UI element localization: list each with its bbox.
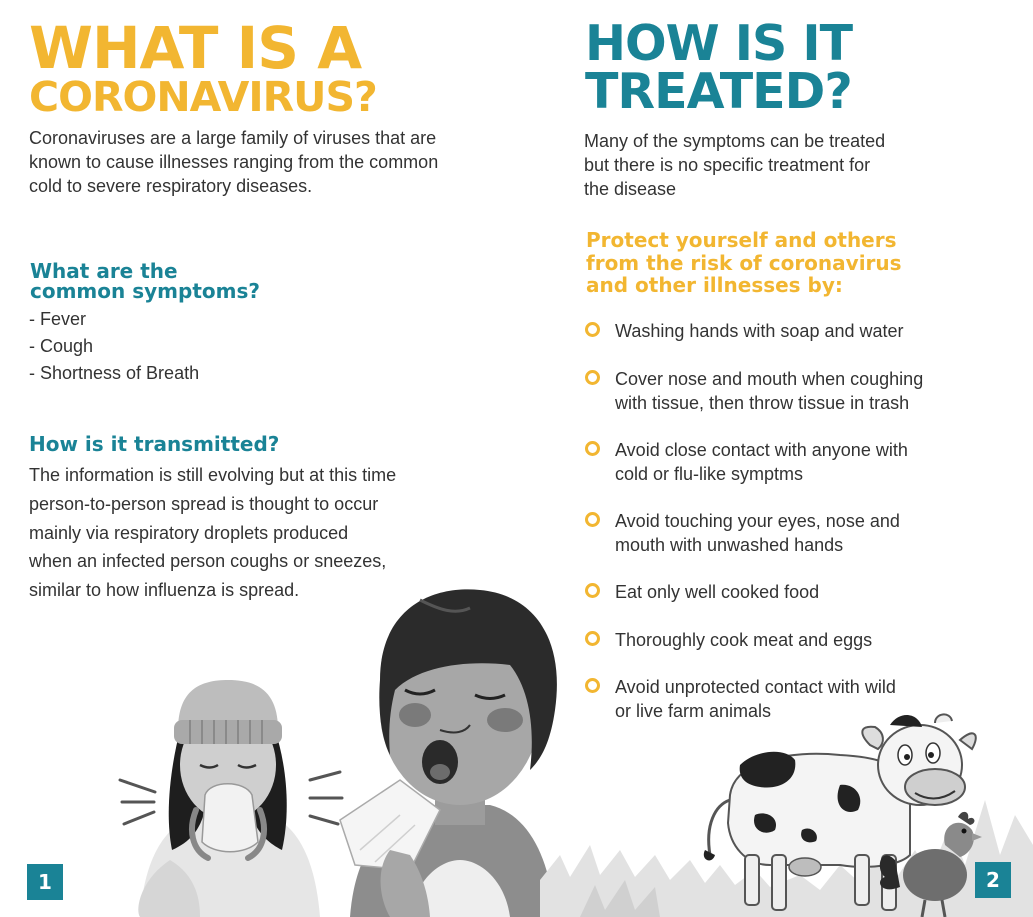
right-title-line1: HOW IS IT bbox=[585, 15, 853, 72]
transmit-line: mainly via respiratory droplets produced bbox=[29, 522, 349, 543]
bullet-circle-icon bbox=[585, 631, 600, 646]
protect-heading-line: Protect yourself and others bbox=[586, 228, 897, 252]
transmit-heading: How is it transmitted? bbox=[29, 432, 280, 456]
symptoms-heading-line2: common symptoms? bbox=[30, 279, 260, 303]
tip-line: mouth with unwashed hands bbox=[615, 535, 844, 555]
symptom-item: - Cough bbox=[29, 336, 94, 356]
bullet-circle-icon bbox=[585, 512, 600, 527]
protect-heading-line: from the risk of coronavirus bbox=[586, 250, 902, 275]
bullet-circle-icon bbox=[585, 441, 600, 456]
tip-line: or live farm animals bbox=[615, 701, 772, 721]
tip-line: Avoid touching your eyes, nose and bbox=[615, 511, 900, 531]
right-title-line2: TREATED? bbox=[585, 63, 852, 121]
tip-text bbox=[615, 319, 1005, 343]
symptoms-heading-line1: What are the bbox=[30, 259, 178, 283]
bullet-circle-icon bbox=[585, 322, 600, 337]
left-title bbox=[29, 14, 377, 121]
symptoms-list bbox=[29, 306, 199, 387]
tip-line: Avoid unprotected contact with wild bbox=[615, 677, 896, 697]
tip-line: Cover nose and mouth when coughing bbox=[615, 369, 924, 389]
protect-heading-line: and other illnesses by: bbox=[586, 273, 843, 297]
symptom-item: - Fever bbox=[29, 309, 87, 329]
tip-line: Avoid close contact with anyone with bbox=[615, 440, 908, 460]
bullet-circle-icon bbox=[585, 583, 600, 598]
tip-text bbox=[615, 580, 1005, 604]
tip-line: cold or flu-like symptms bbox=[615, 464, 804, 484]
right-intro bbox=[584, 129, 885, 201]
symptoms-heading bbox=[30, 261, 260, 301]
tip-line: with tissue, then throw tissue in trash bbox=[615, 393, 910, 413]
transmit-line: The information is still evolving but at this time bbox=[29, 465, 397, 485]
sneezing-woman-figure bbox=[340, 589, 557, 917]
sneezing-people-illustration bbox=[110, 580, 580, 917]
page-number-left: 1 bbox=[27, 864, 63, 900]
right-title bbox=[585, 15, 853, 121]
transmit-line: person-to-person spread is thought to occur bbox=[29, 493, 379, 514]
page-number-right: 2 bbox=[975, 862, 1011, 898]
left-title-line2: CORONAVIRUS? bbox=[29, 72, 377, 121]
girl-with-beanie-figure bbox=[120, 680, 342, 917]
transmit-line: similar to how influenza is spread. bbox=[29, 580, 300, 601]
tip-line: Thoroughly cook meat and eggs bbox=[615, 630, 873, 650]
right-intro-line: Many of the symptoms can be treated bbox=[584, 131, 886, 151]
right-intro-line: the disease bbox=[584, 179, 677, 199]
tip-text bbox=[615, 628, 1005, 652]
bullet-circle-icon bbox=[585, 370, 600, 385]
tip-text bbox=[615, 438, 1005, 486]
left-intro: Coronaviruses are a large family of viruses that are known to cause illnesses ranging from the common cold to severe respiratory diseases. bbox=[29, 128, 439, 196]
tip-line: Eat only well cooked food bbox=[615, 582, 820, 602]
bullet-circle-icon bbox=[585, 678, 600, 693]
symptom-item: - Shortness of Breath bbox=[29, 363, 200, 383]
left-title-line1: WHAT IS A bbox=[29, 14, 362, 82]
transmit-line: when an infected person coughs or sneezes, bbox=[29, 551, 387, 572]
farm-animals-illustration bbox=[540, 705, 1033, 917]
protect-heading bbox=[586, 229, 902, 297]
tip-text bbox=[615, 367, 1005, 415]
tip-line: Washing hands with soap and water bbox=[615, 321, 904, 341]
tip-text bbox=[615, 509, 1005, 557]
right-intro-line: but there is no specific treatment for bbox=[584, 155, 871, 175]
